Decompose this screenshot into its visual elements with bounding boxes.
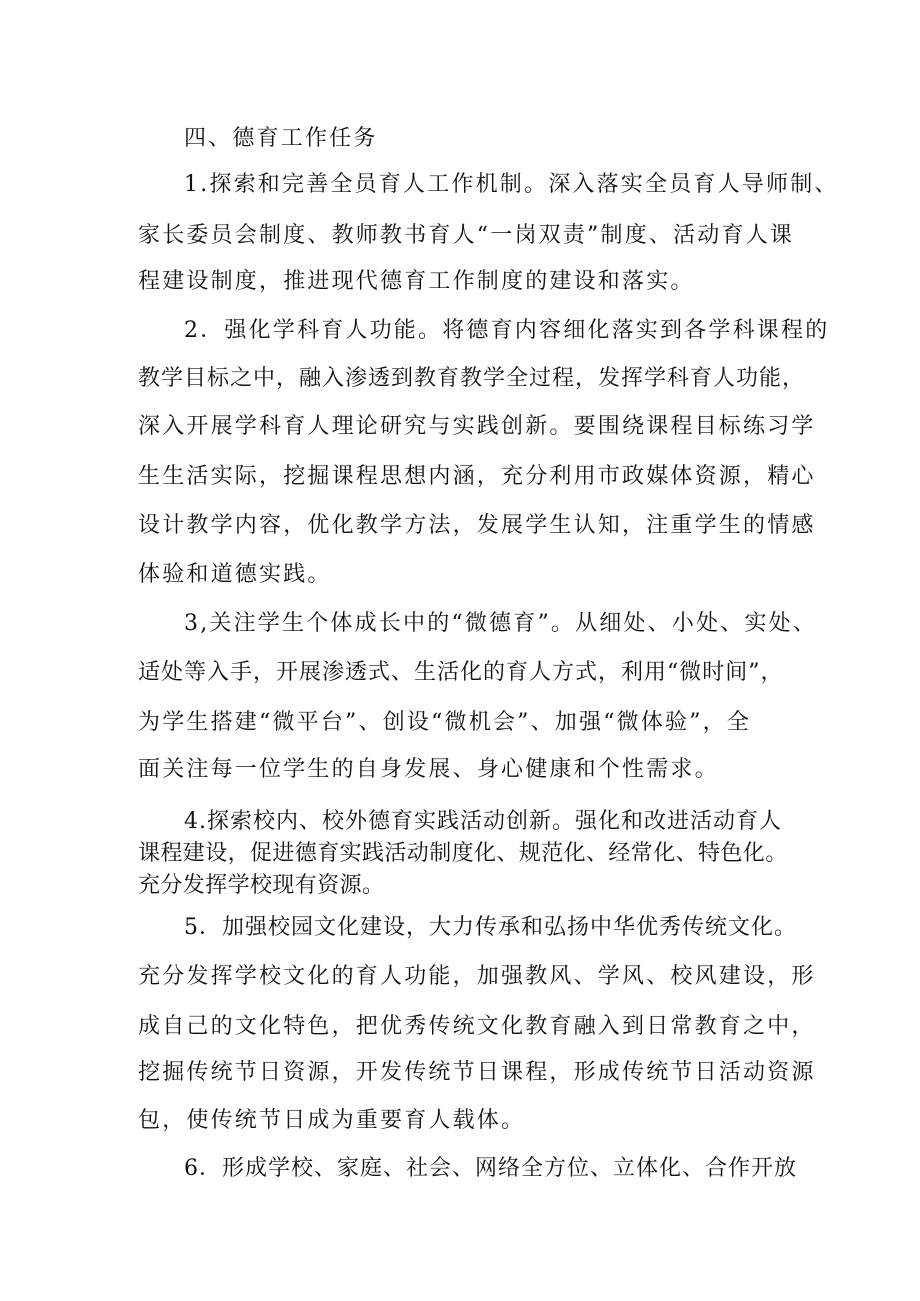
paragraph-2-line-4: 生生活实际，挖掘课程思想内涵，充分利用市政媒体资源，精心 <box>138 464 816 489</box>
paragraph-4-line-2: 课程建设，促进德育实践活动制度化、规范化、经常化、特色化。 <box>138 841 788 866</box>
paragraph-4-line-3: 充分发挥学校现有资源。 <box>138 873 385 898</box>
paragraph-2-line-5: 设计教学内容，优化教学方法，发展学生认知，注重学生的情感 <box>138 513 816 538</box>
section-heading: 四、德育工作任务 <box>184 126 378 151</box>
paragraph-1-line-3: 程建设制度，推进现代德育工作制度的建设和落实。 <box>138 269 695 294</box>
paragraph-5-line-2: 充分发挥学校文化的育人功能，加强教风、学风、校风建设，形 <box>138 964 816 989</box>
paragraph-2-line-2: 教学目标之中，融入渗透到教育教学全过程，发挥学科育人功能， <box>138 366 806 391</box>
paragraph-1-line-1: 1.探索和完善全员育人工作机制。深入落实全员育人导师制、 <box>184 172 839 197</box>
paragraph-2-line-6: 体验和道德实践。 <box>138 562 332 587</box>
paragraph-6-line-1: 6．形成学校、家庭、社会、网络全方位、立体化、合作开放 <box>184 1156 797 1181</box>
paragraph-3-line-3: 为学生搭建“微平台”、创设“微机会”、加强“微体验”，全 <box>138 710 752 735</box>
paragraph-4-line-1: 4.探索校内、校外德育实践活动创新。强化和改进活动育人 <box>184 809 782 834</box>
paragraph-5-line-3: 成自己的文化特色，把优秀传统文化教育融入到日常教育之中， <box>138 1014 816 1039</box>
paragraph-3-line-4: 面关注每一位学生的自身发展、身心健康和个性需求。 <box>138 757 719 782</box>
paragraph-5-line-5: 包，使传统节日成为重要育人载体。 <box>138 1108 526 1133</box>
paragraph-2-line-1: 2．强化学科育人功能。将德育内容细化落实到各学科课程的 <box>184 318 830 343</box>
paragraph-1-line-2: 家长委员会制度、教师教书育人“一岗双责”制度、活动育人课 <box>138 223 795 248</box>
paragraph-3-line-1: 3,关注学生个体成长中的“微德育”。从细处、小处、实处、 <box>184 611 818 636</box>
paragraph-5-line-1: 5．加强校园文化建设，大力传承和弘扬中华优秀传统文化。 <box>184 915 797 940</box>
paragraph-3-line-2: 适处等入手，开展渗透式、生活化的育人方式，利用“微时间”， <box>138 660 784 685</box>
paragraph-2-line-3: 深入开展学科育人理论研究与实践创新。要围绕课程目标练习学 <box>138 414 816 439</box>
paragraph-5-line-4: 挖掘传统节日资源，开发传统节日课程，形成传统节日活动资源 <box>138 1060 816 1085</box>
